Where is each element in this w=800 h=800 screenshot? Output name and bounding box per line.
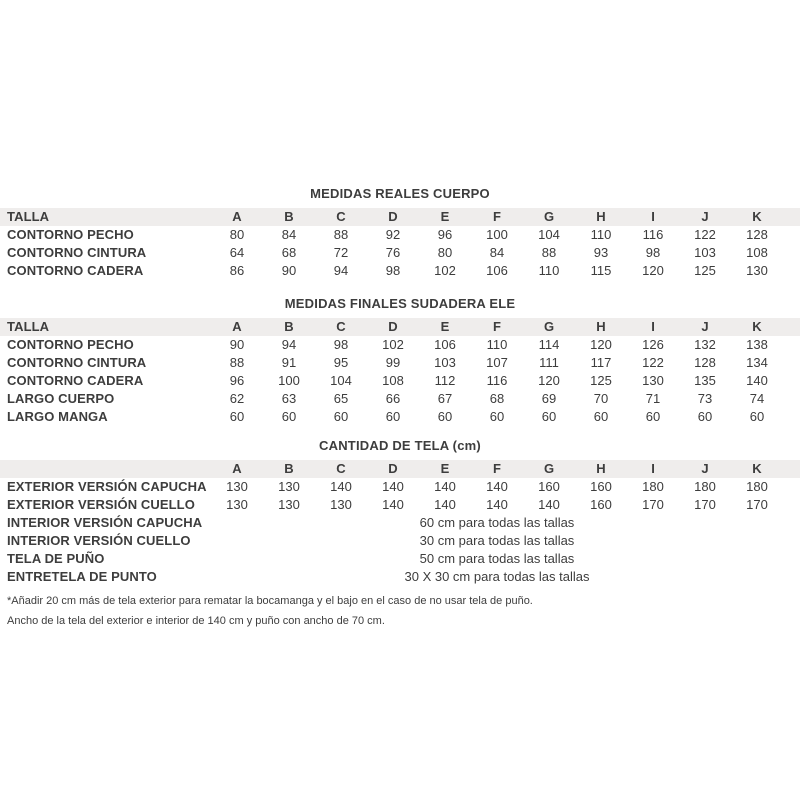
value-cell: 130 (226, 497, 248, 512)
size-column-header: J (701, 461, 709, 476)
size-column-header: B (284, 319, 294, 334)
value-cell: 180 (746, 479, 768, 494)
value-cell: 72 (333, 245, 349, 260)
value-cell: 134 (746, 355, 768, 370)
row-label: CONTORNO PECHO (7, 227, 134, 242)
value-cell: 88 (333, 227, 349, 242)
value-cell: 69 (541, 391, 557, 406)
row-label: CONTORNO CADERA (7, 373, 144, 388)
table-cantidad-de-tela (0, 438, 800, 586)
size-column-header: B (284, 461, 294, 476)
size-column-header: H (596, 461, 606, 476)
value-cell: 106 (434, 337, 456, 352)
value-cell: 60 (437, 409, 453, 424)
row-label: TELA DE PUÑO (7, 551, 105, 566)
row-label: LARGO CUERPO (7, 391, 115, 406)
table-row (0, 262, 800, 280)
value-cell: 88 (229, 355, 245, 370)
value-cell: 130 (330, 497, 352, 512)
value-cell: 111 (539, 355, 559, 370)
size-column-header: K (752, 209, 762, 224)
value-cell: 122 (694, 227, 716, 242)
table-row (0, 408, 800, 426)
value-cell: 116 (642, 227, 664, 242)
size-label-cell: TALLA (7, 319, 50, 334)
value-cell: 140 (330, 479, 352, 494)
footnote-fabric-width-note: Ancho de la tela del exterior e interior de 140 cm y puño con ancho de 70 cm. (7, 615, 385, 627)
size-column-header: E (440, 209, 450, 224)
value-cell: 60 (541, 409, 557, 424)
value-cell: 135 (694, 373, 716, 388)
size-column-header: D (388, 319, 398, 334)
value-cell: 108 (382, 373, 404, 388)
value-cell: 116 (486, 373, 508, 388)
row-label: INTERIOR VERSIÓN CUELLO (7, 533, 191, 548)
value-cell: 90 (281, 263, 297, 278)
row-label: CONTORNO PECHO (7, 337, 134, 352)
size-column-header: H (596, 319, 606, 334)
table-grid (0, 460, 800, 586)
value-cell: 138 (746, 337, 768, 352)
value-cell: 104 (538, 227, 560, 242)
value-cell: 117 (590, 355, 612, 370)
table-row (0, 532, 800, 550)
table-title: MEDIDAS FINALES SUDADERA ELE (284, 296, 516, 311)
size-column-header: A (232, 209, 242, 224)
size-column-header: J (701, 209, 709, 224)
value-cell: 130 (746, 263, 768, 278)
value-cell: 67 (437, 391, 453, 406)
size-column-header: I (651, 319, 655, 334)
size-column-header: K (752, 461, 762, 476)
size-column-header: H (596, 209, 606, 224)
value-cell: 99 (385, 355, 401, 370)
table-row (0, 514, 800, 532)
value-cell: 140 (486, 497, 508, 512)
value-cell: 65 (333, 391, 349, 406)
value-cell: 180 (642, 479, 664, 494)
value-cell: 98 (333, 337, 349, 352)
value-cell: 114 (538, 337, 560, 352)
value-cell: 110 (486, 337, 508, 352)
value-cell: 128 (694, 355, 716, 370)
value-cell: 112 (434, 373, 456, 388)
row-label: INTERIOR VERSIÓN CAPUCHA (7, 515, 203, 530)
value-cell: 60 (333, 409, 349, 424)
row-label: ENTRETELA DE PUNTO (7, 569, 157, 584)
size-column-header: D (388, 209, 398, 224)
value-cell: 68 (281, 245, 297, 260)
size-column-header: J (701, 319, 709, 334)
value-cell: 115 (590, 263, 612, 278)
size-column-header: A (232, 319, 242, 334)
value-cell: 98 (385, 263, 401, 278)
value-cell: 60 (281, 409, 297, 424)
value-cell: 107 (486, 355, 508, 370)
table-title: MEDIDAS REALES CUERPO (310, 186, 490, 201)
value-cell: 122 (642, 355, 664, 370)
value-cell: 170 (642, 497, 664, 512)
value-cell: 74 (749, 391, 765, 406)
value-cell: 80 (437, 245, 453, 260)
value-cell: 102 (434, 263, 456, 278)
size-header-row (0, 208, 800, 226)
value-cell: 60 (645, 409, 661, 424)
value-cell: 93 (593, 245, 609, 260)
value-cell: 73 (697, 391, 713, 406)
value-cell: 120 (642, 263, 664, 278)
value-cell: 62 (229, 391, 245, 406)
value-cell: 130 (278, 479, 300, 494)
value-cell: 102 (382, 337, 404, 352)
table-row (0, 496, 800, 514)
span-value-cell: 50 cm para todas las tallas (419, 551, 575, 566)
value-cell: 140 (382, 497, 404, 512)
value-cell: 94 (281, 337, 297, 352)
table-grid (0, 208, 800, 280)
value-cell: 60 (697, 409, 713, 424)
value-cell: 96 (437, 227, 453, 242)
value-cell: 95 (333, 355, 349, 370)
size-column-header: B (284, 209, 294, 224)
value-cell: 170 (746, 497, 768, 512)
size-column-header: F (493, 319, 501, 334)
size-header-row (0, 460, 800, 478)
size-label-cell: TALLA (7, 209, 50, 224)
size-column-header: K (752, 319, 762, 334)
value-cell: 100 (278, 373, 300, 388)
size-column-header: I (651, 461, 655, 476)
span-value-cell: 30 cm para todas las tallas (419, 533, 575, 548)
table-row (0, 478, 800, 496)
value-cell: 103 (694, 245, 716, 260)
value-cell: 80 (229, 227, 245, 242)
size-column-header: C (336, 319, 346, 334)
value-cell: 84 (489, 245, 505, 260)
value-cell: 60 (489, 409, 505, 424)
table-row (0, 226, 800, 244)
size-column-header: C (336, 209, 346, 224)
value-cell: 160 (590, 479, 612, 494)
size-column-header: A (232, 461, 242, 476)
row-label: CONTORNO CINTURA (7, 355, 147, 370)
value-cell: 140 (746, 373, 768, 388)
value-cell: 140 (434, 497, 456, 512)
value-cell: 108 (746, 245, 768, 260)
value-cell: 126 (642, 337, 664, 352)
table-row (0, 550, 800, 568)
value-cell: 60 (593, 409, 609, 424)
value-cell: 140 (486, 479, 508, 494)
value-cell: 160 (538, 479, 560, 494)
value-cell: 103 (434, 355, 456, 370)
row-label: LARGO MANGA (7, 409, 108, 424)
value-cell: 60 (749, 409, 765, 424)
value-cell: 132 (694, 337, 716, 352)
table-medidas-finales-sudadera (0, 296, 800, 426)
value-cell: 96 (229, 373, 245, 388)
value-cell: 90 (229, 337, 245, 352)
value-cell: 140 (382, 479, 404, 494)
size-column-header: I (651, 209, 655, 224)
span-value-cell: 30 X 30 cm para todas las tallas (404, 569, 590, 584)
value-cell: 140 (434, 479, 456, 494)
value-cell: 110 (538, 263, 560, 278)
span-value-cell: 60 cm para todas las tallas (419, 515, 575, 530)
table-medidas-reales-cuerpo (0, 186, 800, 280)
value-cell: 94 (333, 263, 349, 278)
value-cell: 106 (486, 263, 508, 278)
value-cell: 130 (642, 373, 664, 388)
value-cell: 70 (593, 391, 609, 406)
table-row (0, 390, 800, 408)
row-label: EXTERIOR VERSIÓN CAPUCHA (7, 479, 207, 494)
row-label: CONTORNO CINTURA (7, 245, 147, 260)
table-row (0, 244, 800, 262)
value-cell: 104 (330, 373, 352, 388)
value-cell: 120 (538, 373, 560, 388)
size-column-header: G (543, 319, 555, 334)
row-label: EXTERIOR VERSIÓN CUELLO (7, 497, 195, 512)
table-row (0, 568, 800, 586)
value-cell: 66 (385, 391, 401, 406)
value-cell: 60 (385, 409, 401, 424)
table-row (0, 372, 800, 390)
footnote-cuff-fabric-note: *Añadir 20 cm más de tela exterior para rematar la bocamanga y el bajo en el caso de no usar tela de puño. (7, 595, 533, 607)
size-column-header: F (493, 209, 501, 224)
value-cell: 98 (645, 245, 661, 260)
table-title: CANTIDAD DE TELA (cm) (319, 438, 481, 453)
value-cell: 120 (590, 337, 612, 352)
value-cell: 125 (694, 263, 716, 278)
value-cell: 180 (694, 479, 716, 494)
value-cell: 110 (590, 227, 612, 242)
value-cell: 130 (226, 479, 248, 494)
size-column-header: G (543, 209, 555, 224)
value-cell: 88 (541, 245, 557, 260)
value-cell: 125 (590, 373, 612, 388)
value-cell: 63 (281, 391, 297, 406)
value-cell: 68 (489, 391, 505, 406)
table-row (0, 354, 800, 372)
value-cell: 140 (538, 497, 560, 512)
value-cell: 100 (486, 227, 508, 242)
table-row (0, 336, 800, 354)
table-grid (0, 318, 800, 426)
value-cell: 60 (229, 409, 245, 424)
value-cell: 170 (694, 497, 716, 512)
value-cell: 130 (278, 497, 300, 512)
size-column-header: G (543, 461, 555, 476)
value-cell: 76 (385, 245, 401, 260)
value-cell: 91 (281, 355, 297, 370)
size-column-header: E (440, 319, 450, 334)
value-cell: 128 (746, 227, 768, 242)
value-cell: 84 (281, 227, 297, 242)
size-column-header: F (493, 461, 501, 476)
size-column-header: D (388, 461, 398, 476)
value-cell: 86 (229, 263, 245, 278)
size-column-header: C (336, 461, 346, 476)
value-cell: 92 (385, 227, 401, 242)
row-label: CONTORNO CADERA (7, 263, 144, 278)
footnotes (0, 595, 800, 628)
value-cell: 160 (590, 497, 612, 512)
value-cell: 71 (645, 391, 661, 406)
size-header-row (0, 318, 800, 336)
size-column-header: E (440, 461, 450, 476)
value-cell: 64 (229, 245, 245, 260)
